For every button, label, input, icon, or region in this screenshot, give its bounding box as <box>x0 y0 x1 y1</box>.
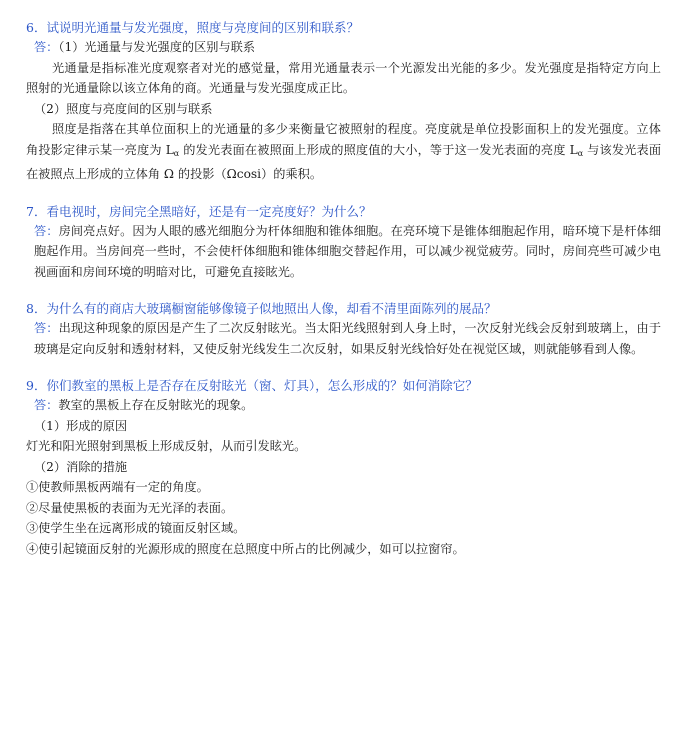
q6-part2-heading-text: （2）照度与亮度间的区别与联系 <box>34 101 213 116</box>
q7-answer <box>26 221 661 283</box>
q9-part1-heading: （1）形成的原因 <box>34 418 128 433</box>
answer-label: 答： <box>34 223 59 238</box>
question-6-title: 6．试说明光通量与发光强度，照度与亮度间的区别和联系？ <box>26 20 359 35</box>
q9-item: ②尽量使黑板的表面为无光泽的表面。 <box>26 500 234 515</box>
q6-part2-text-b: 的发光表面在被照面上形成的照度值的大小，等于这一发光表面的亮度 L <box>179 142 578 157</box>
q6-answer-line <box>26 37 661 58</box>
q9-part2-heading: （2）消除的措施 <box>34 459 128 474</box>
q6-part1-heading: （1）光通量与发光强度的区别与联系 <box>58 40 256 54</box>
question-8 <box>26 299 661 359</box>
question-9 <box>26 376 661 559</box>
q9-answer-text: 教室的黑板上存在反射眩光的现象。 <box>58 398 254 412</box>
question-8-title: 8．为什么有的商店大玻璃橱窗能够像镜子似地照出人像，却看不清里面陈列的展品？ <box>26 301 497 316</box>
question-9-title: 9．你们教室的黑板上是否存在反射眩光（窗、灯具），怎么形成的？如何消除它？ <box>26 378 478 393</box>
answer-label: 答： <box>34 40 59 54</box>
q9-item: ①使教师黑板两端有一定的角度。 <box>26 480 209 494</box>
subscript-alpha: α <box>173 148 180 158</box>
q9-part1-text: 灯光和阳光照射到黑板上形成反射，从而引发眩光。 <box>26 439 307 453</box>
q6-part2-heading <box>26 99 661 120</box>
q8-answer-text: 出现这种现象的原因是产生了二次反射眩光。当太阳光线照射到人身上时，一次反射光线会反射到玻璃上，由于玻璃是定向反射和透射材料，又使反射光线发生二次反射，如果反射光线恰好处在视觉区域，则就能够看到人像。 <box>34 321 662 356</box>
q7-answer-text: 房间亮点好。因为人眼的感光细胞分为杆体细胞和锥体细胞。在亮环境下是锥体细胞起作用，暗环境下是杆体细胞起作用。当房间亮一些时，不会使杆体细胞和锥体细胞交替起作用，可以减少视觉疲劳。同时，房间亮些可减少电视画面和房间环境的明暗对比，可避免直接眩光。 <box>34 223 662 279</box>
q6-part2-text-a: 照度是指落在其单位面积上的光通量的多少来衡量它被照射的程度。亮度就是单位投影面积上的发光强度。立体角投影定律示某一亮度为 L <box>26 122 661 157</box>
q6-part2-text <box>26 119 661 185</box>
question-6 <box>26 18 661 185</box>
question-7-title: 7．看电视时，房间完全黑暗好，还是有一定亮度好？为什么？ <box>26 203 372 219</box>
q9-answer <box>26 395 661 416</box>
q6-part2-text-c: 与该发光表面在被照点上形成的立体角 Ω 的投影（Ωcosi）的乘积。 <box>26 142 662 181</box>
answer-label: 答： <box>34 398 59 412</box>
subscript-alpha: α <box>577 148 584 158</box>
q9-item: ③使学生坐在远离形成的镜面反射区域。 <box>26 521 246 535</box>
q9-item: ④使引起镜面反射的光源形成的照度在总照度中所占的比例减少，如可以拉窗帘。 <box>26 541 465 556</box>
question-7 <box>26 202 661 283</box>
answer-label: 答： <box>34 321 59 335</box>
q8-answer <box>26 318 661 359</box>
q6-part1-text: 光通量是指标准光度观察者对光的感觉量，常用光通量表示一个光源发出光能的多少。发光强度是指特定方向上照射的光通量除以该立体角的商。光通量与发光强度成正比。 <box>26 60 661 95</box>
